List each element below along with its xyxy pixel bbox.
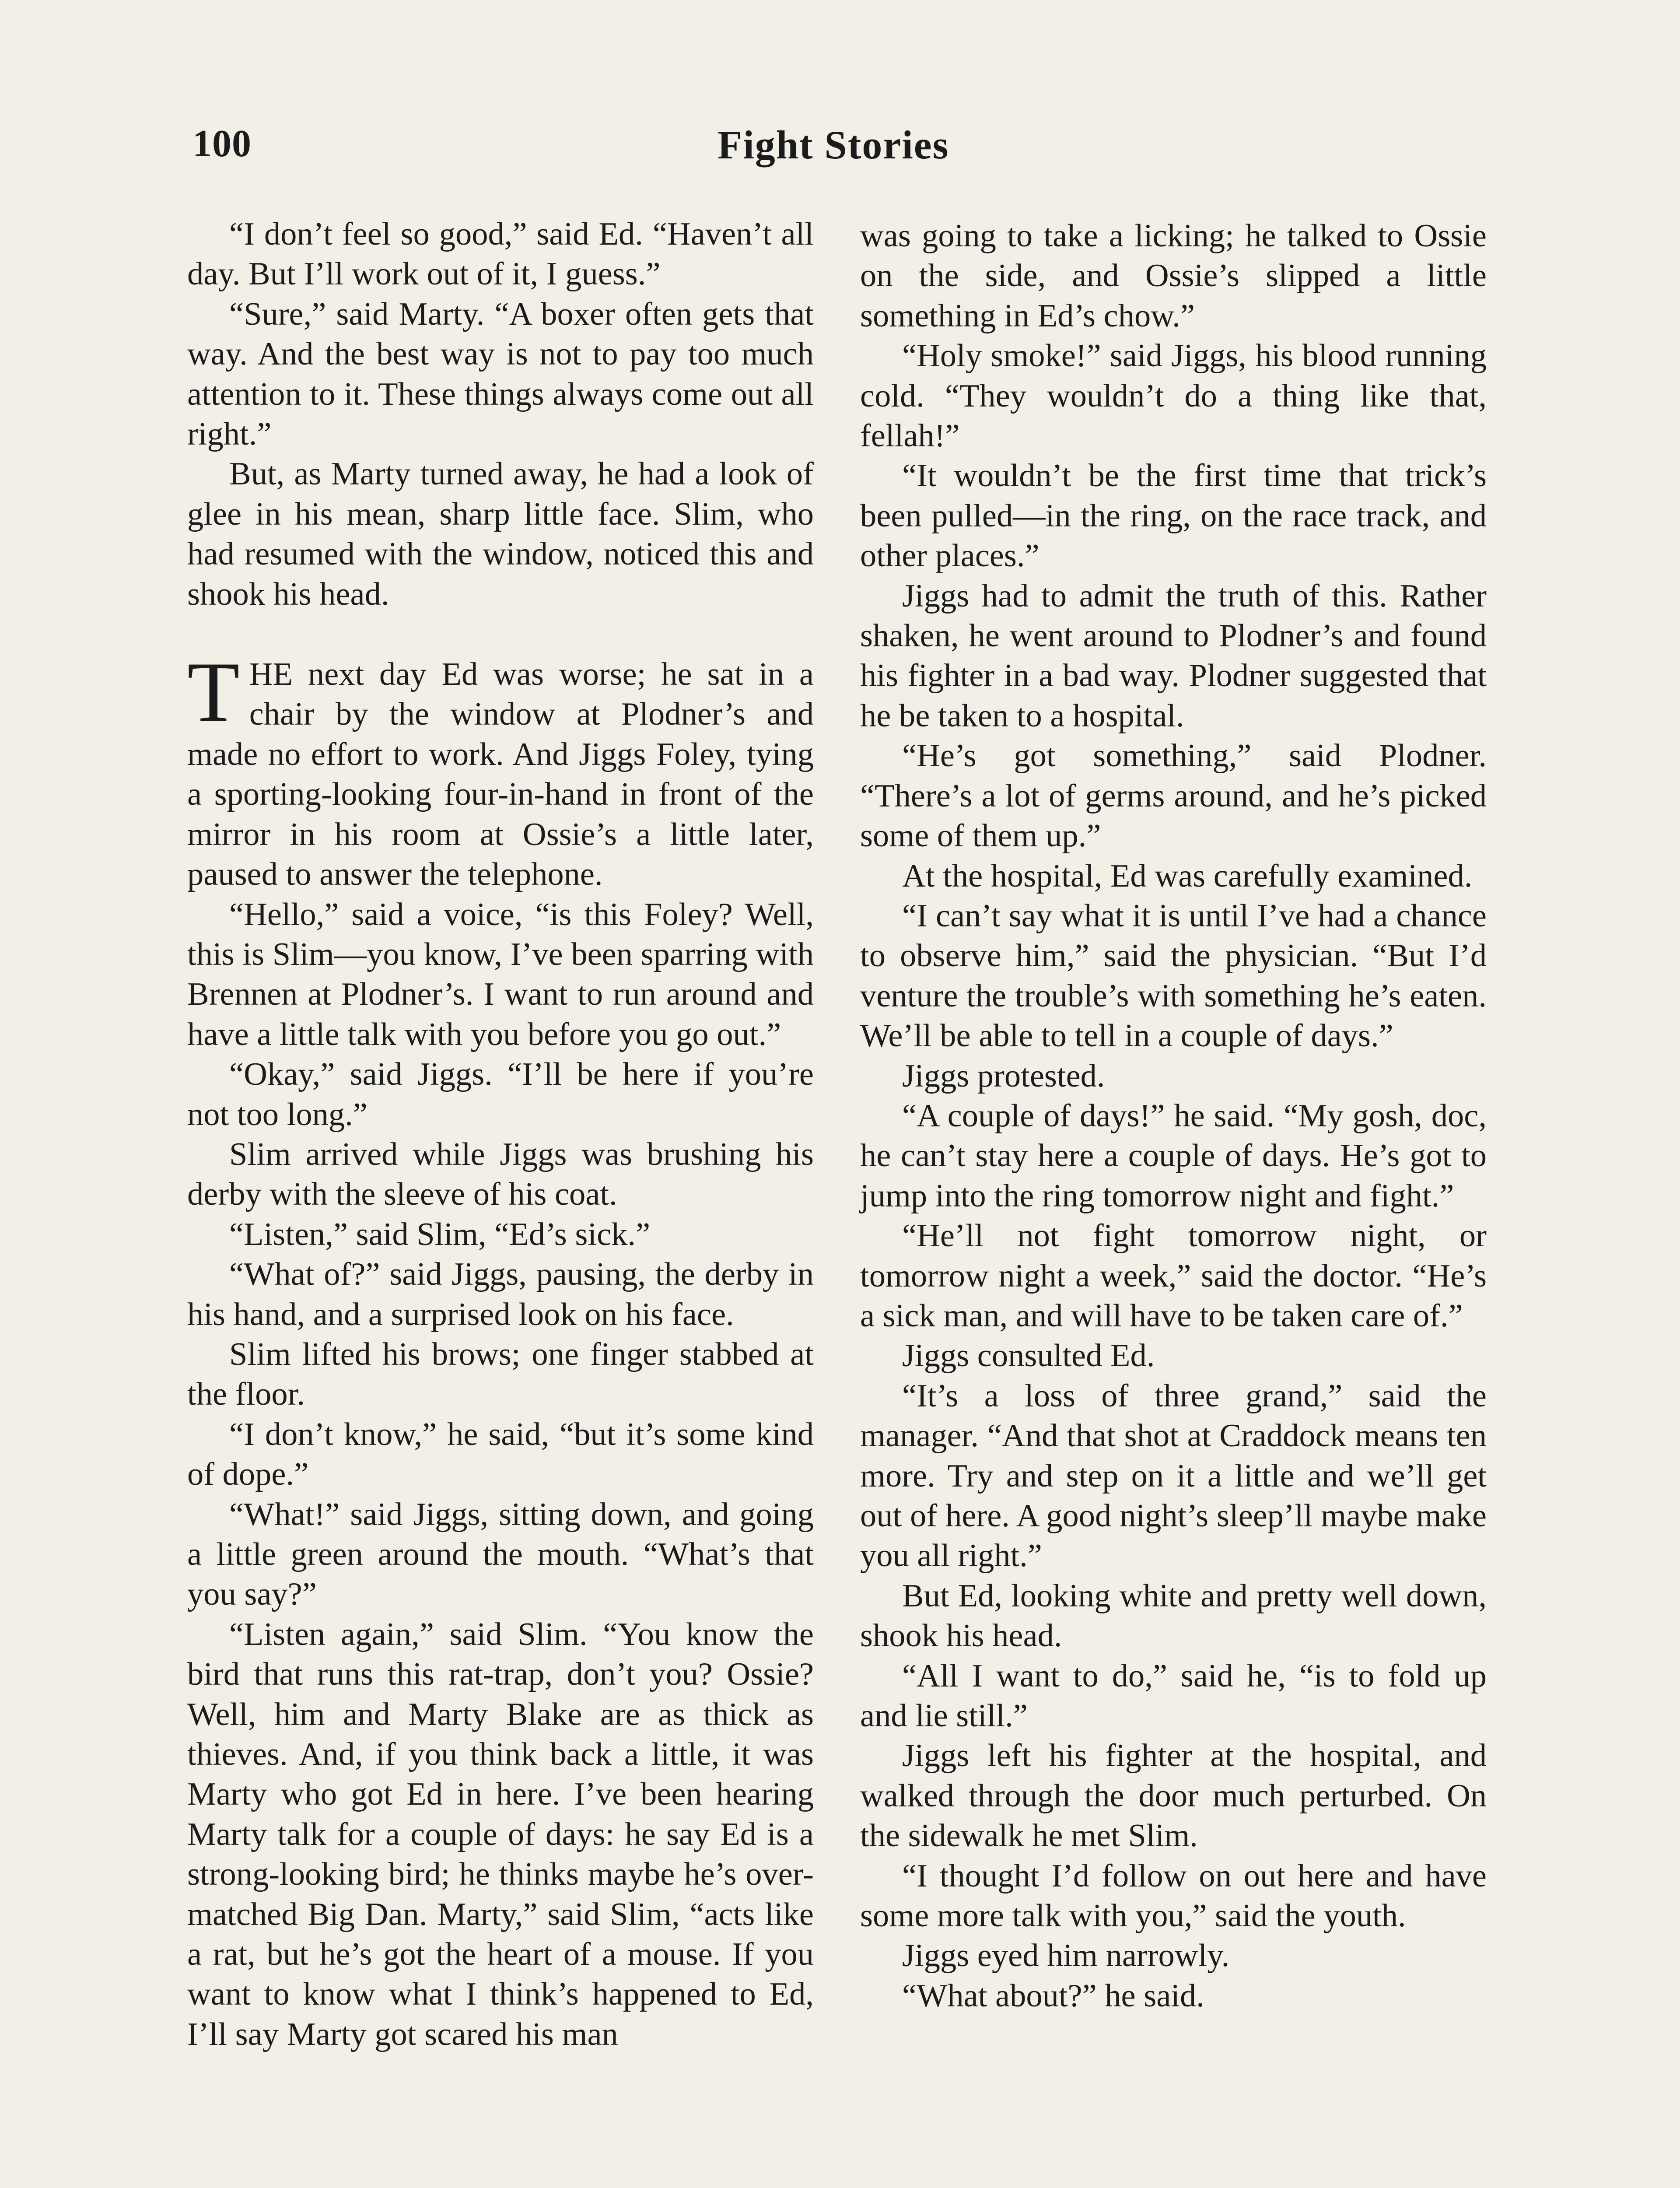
- drop-cap: T: [187, 645, 240, 740]
- section-opening-paragraph: [187, 645, 814, 894]
- paragraph: But, as Marty turned away, he had a look of glee in his mean, sharp little face. Slim, who had resumed with the window, noticed this and shook his head.: [187, 456, 814, 612]
- paragraph: “He’s got something,” said Plodner. “There’s a lot of germs around, and he’s picked some of them up.”: [860, 738, 1487, 854]
- paragraph: Jiggs protested.: [902, 1058, 1105, 1094]
- paragraph: “I can’t say what it is until I’ve had a chance to observe him,” said the physician. “But I’d venture the trouble’s with something he’s eaten. We’ll be able to tell in a couple of days.”: [860, 898, 1487, 1054]
- right-column: [860, 216, 1487, 2016]
- paragraph: “Holy smoke!” said Jiggs, his blood running cold. “They wouldn’t do a thing like that, fellah!”: [860, 338, 1487, 454]
- paragraph: Slim lifted his brows; one finger stabbed at the floor.: [187, 1336, 814, 1413]
- section-opening-text: HE next day Ed was worse; he sat in a chair by the window at Plodner’s and made no effort to work. And Jiggs Foley, tying a sporting-looking four-in-hand in front of the mirror in his room at Ossie’s a little later, paused to answer the telephone.: [187, 656, 814, 893]
- paragraph: “I don’t feel so good,” said Ed. “Haven’t all day. But I’ll work out of it, I guess.”: [187, 216, 814, 292]
- paragraph: “I don’t know,” he said, “but it’s some kind of dope.”: [187, 1416, 814, 1493]
- paragraph: “Sure,” said Marty. “A boxer often gets that way. And the best way is not to pay too much attention to it. These things always come out all right.”: [187, 296, 814, 452]
- paragraph: But Ed, looking white and pretty well down, shook his head.: [860, 1578, 1487, 1654]
- paragraph: Jiggs left his fighter at the hospital, and walked through the door much perturbed. On the sidewalk he met Slim.: [860, 1738, 1487, 1854]
- paragraph: “A couple of days!” he said. “My gosh, doc, he can’t stay here a couple of days. He’s got to jump into the ring tomorrow night and fight.”: [860, 1098, 1487, 1214]
- paragraph: “He’ll not fight tomorrow night, or tomorrow night a week,” said the doctor. “He’s a sick man, and will have to be taken care of.”: [860, 1218, 1487, 1334]
- paragraph: “Listen again,” said Slim. “You know the bird that runs this rat-trap, don’t you? Ossie? Well, him and Marty Blake are as thick as thieves. And, if you think back a little, it was Marty who got Ed in here. I’ve been hearing Marty talk for a couple of days: he say Ed is a strong-looking bird; he thinks maybe he’s over-matched Big Dan. Marty,” said Slim, “acts like a rat, but he’s got the heart of a mouse. If you want to know what I think’s happened to Ed, I’ll say Marty got scared his man: [187, 1616, 814, 2052]
- paragraph: “Listen,” said Slim, “Ed’s sick.”: [229, 1216, 651, 1252]
- paragraph: Jiggs consulted Ed.: [902, 1338, 1155, 1374]
- left-column: [187, 214, 814, 2055]
- paragraph: Slim arrived while Jiggs was brushing his derby with the sleeve of his coat.: [187, 1136, 814, 1213]
- paragraph: “I thought I’d follow on out here and have some more talk with you,” said the youth.: [860, 1858, 1487, 1934]
- paragraph: “It wouldn’t be the first time that trick’s been pulled—in the ring, on the race track, and other places.”: [860, 458, 1487, 574]
- page-number: 100: [192, 123, 252, 165]
- paragraph: “All I want to do,” said he, “is to fold up and lie still.”: [860, 1658, 1487, 1734]
- paragraph: “Hello,” said a voice, “is this Foley? Well, this is Slim—you know, I’ve been sparring with Brennen at Plodner’s. I want to run around and have a little talk with you before you go out.”: [187, 896, 814, 1052]
- paragraph: “What!” said Jiggs, sitting down, and going a little green around the mouth. “What’s that you say?”: [187, 1496, 814, 1613]
- paragraph: Jiggs eyed him narrowly.: [902, 1938, 1230, 1974]
- paragraph: “What of?” said Jiggs, pausing, the derby in his hand, and a surprised look on his face.: [187, 1256, 814, 1332]
- paragraph: “It’s a loss of three grand,” said the manager. “And that shot at Craddock means ten more. Try and step on it a little and we’ll get out of here. A good night’s sleep’ll maybe make you all right.”: [860, 1378, 1487, 1574]
- continued-paragraph: was going to take a licking; he talked to Ossie on the side, and Ossie’s slipped a little something in Ed’s chow.”: [860, 218, 1487, 334]
- paragraph: “Okay,” said Jiggs. “I’ll be here if you’re not too long.”: [187, 1056, 814, 1133]
- paragraph: Jiggs had to admit the truth of this. Rather shaken, he went around to Plodner’s and found his fighter in a bad way. Plodner suggested that he be taken to a hospital.: [860, 578, 1487, 734]
- paragraph: At the hospital, Ed was carefully examined.: [902, 858, 1473, 894]
- running-title: Fight Stories: [718, 123, 949, 167]
- paragraph: “What about?” he said.: [902, 1978, 1204, 2014]
